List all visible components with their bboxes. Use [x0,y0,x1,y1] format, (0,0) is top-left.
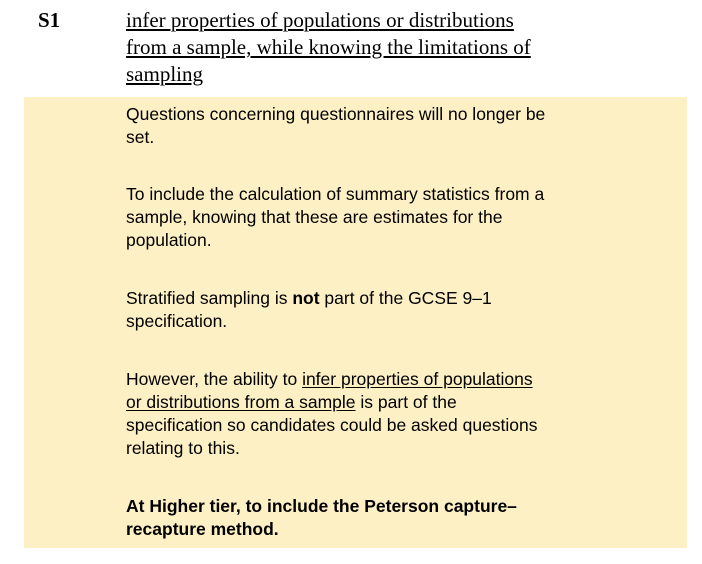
spec-code: S1 [38,8,61,32]
text-line: To include the calculation of summary statistics from a [126,184,545,204]
text-line: relating to this. [126,438,240,458]
guidance-paragraph-stratified-sampling [126,287,666,333]
guidance-paragraph-questionnaires [126,103,666,149]
underlined-text: infer properties of populations [302,369,533,389]
guidance-box [24,97,687,548]
guidance-paragraph-higher-tier [126,495,666,541]
text-line [126,287,666,310]
emphasis-text: not [292,288,320,308]
text-line: At Higher tier, to include the Peterson capture– [126,496,517,516]
text-segment: is part of the [355,392,457,412]
underlined-text: or distributions from a sample [126,392,356,412]
text-line: Questions concerning questionnaires will no longer be [126,104,546,124]
text-line [126,368,666,391]
text-segment: part of the GCSE 9–1 [319,288,492,308]
text-line: specification. [126,311,228,331]
statement-line-1: infer properties of populations or distributions [126,8,514,32]
text-line [126,391,666,414]
statement-line-3: sampling [126,62,203,86]
guidance-paragraph-infer-properties [126,368,666,460]
spec-statement [126,7,626,88]
text-segment: However, the ability to [126,369,303,389]
guidance-paragraph-summary-statistics [126,183,666,252]
text-line: population. [126,230,212,250]
text-line: set. [126,127,155,147]
text-line: recapture method. [126,519,279,539]
text-line: specification so candidates could be asked questions [126,415,538,435]
statement-line-2: from a sample, while knowing the limitations of [126,35,531,59]
text-line: sample, knowing that these are estimates for the [126,207,503,227]
text-segment: Stratified sampling is [126,288,293,308]
